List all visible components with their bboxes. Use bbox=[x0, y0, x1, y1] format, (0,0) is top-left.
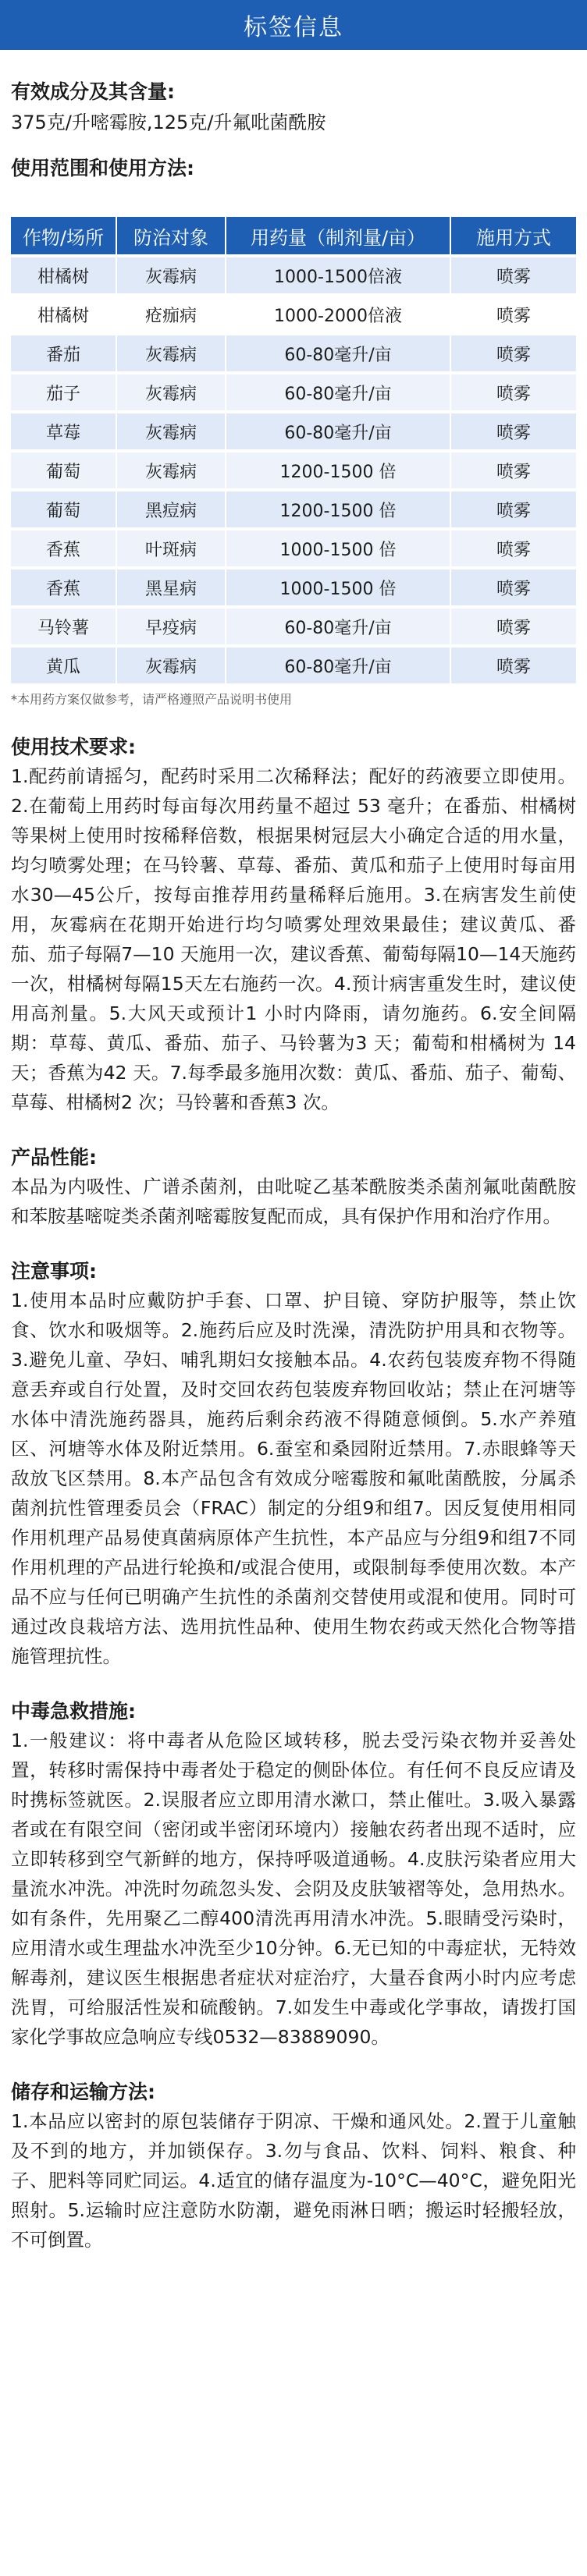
cell-crop: 柑橘树 bbox=[11, 296, 117, 332]
cell-dosage: 60-80毫升/亩 bbox=[226, 374, 451, 410]
cell-target: 黑痘病 bbox=[117, 491, 226, 527]
table-row bbox=[11, 452, 576, 488]
usage-table bbox=[11, 214, 576, 687]
cell-crop: 黄瓜 bbox=[11, 648, 117, 683]
cell-crop: 葡萄 bbox=[11, 452, 117, 488]
firstaid-title: 中毒急救措施: bbox=[11, 1700, 136, 1723]
table-row bbox=[11, 648, 576, 683]
ingredients-title: 有效成分及其含量: bbox=[11, 80, 175, 103]
cell-target: 灰霉病 bbox=[117, 648, 226, 683]
cell-dosage: 1000-1500倍液 bbox=[226, 257, 451, 293]
storage-text: 1.本品应以密封的原包装储存于阴凉、干燥和通风处。2.置于儿童触及不到的地方，并加锁保存。3.勿与食品、饮料、饲料、粮食、种子、肥料等同贮同运。4.适宜的储存温度为-10°C—40°C，避免阳光照射。5.运输时应注意防水防潮，避免雨淋日晒；搬运时轻搬轻放，不可倒置。 bbox=[11, 2110, 576, 2251]
precautions-title: 注意事项: bbox=[11, 1260, 97, 1283]
cell-dosage: 60-80毫升/亩 bbox=[226, 413, 451, 449]
table-row bbox=[11, 569, 576, 605]
cell-crop: 香蕉 bbox=[11, 530, 117, 566]
table-row bbox=[11, 374, 576, 410]
column-header-crop: 作物/场所 bbox=[11, 217, 117, 254]
table-row bbox=[11, 296, 576, 332]
column-header-dosage: 用药量（制剂量/亩） bbox=[226, 217, 451, 254]
cell-target: 疮痂病 bbox=[117, 296, 226, 332]
cell-crop: 香蕉 bbox=[11, 569, 117, 605]
usage-note: *本用药方案仅做参考，请严格遵照产品说明书使用 bbox=[11, 692, 293, 707]
cell-method: 喷雾 bbox=[451, 257, 576, 293]
technique-title: 使用技术要求: bbox=[11, 736, 136, 758]
cell-crop: 茄子 bbox=[11, 374, 117, 410]
precautions-text: 1.使用本品时应戴防护手套、口罩、护目镜、穿防护服等，禁止饮食、饮水和吸烟等。2.施药后应及时洗澡，清洗防护用具和衣物等。3.避免儿童、孕妇、哺乳期妇女接触本品。4.农药包装废弃物不得随意丢弃或自行处置，及时交回农药包装废弃物回收站；禁止在河塘等水体中清洗施药器具，施药后剩余药液不得随意倾倒。5.水产养殖区、河塘等水体及附近禁用。6.蚕室和桑园附近禁用。7.赤眼蜂等天敌放飞区禁用。8.本产品包含有效成分嘧霉胺和氟吡菌酰胺，分属杀菌剂抗性管理委员会（FRAC）制定的分组9和组7。因反复使用相同作用机理产品易使真菌病原体产生抗性，本产品应与分组9和组7不同作用机理的产品进行轮换和/或混合使用，或限制每季使用次数。本产品不应与任何已明确产生抗性的杀菌剂交替使用或混和使用。同时可通过改良栽培方法、选用抗性品种、使用生物农药或天然化合物等措施管理抗性。 bbox=[11, 1290, 576, 1667]
table-row bbox=[11, 413, 576, 449]
cell-target: 灰霉病 bbox=[117, 374, 226, 410]
cell-crop: 草莓 bbox=[11, 413, 117, 449]
cell-method: 喷雾 bbox=[451, 413, 576, 449]
cell-method: 喷雾 bbox=[451, 648, 576, 683]
cell-target: 早疫病 bbox=[117, 609, 226, 644]
cell-dosage: 1200-1500 倍 bbox=[226, 452, 451, 488]
usage-table-body bbox=[11, 257, 576, 683]
cell-crop: 柑橘树 bbox=[11, 257, 117, 293]
page-header bbox=[0, 0, 587, 50]
cell-dosage: 60-80毫升/亩 bbox=[226, 335, 451, 371]
column-header-method: 施用方式 bbox=[451, 217, 576, 254]
table-row bbox=[11, 257, 576, 293]
ingredients-text: 375克/升嘧霉胺,125克/升氟吡菌酰胺 bbox=[11, 112, 326, 133]
cell-method: 喷雾 bbox=[451, 335, 576, 371]
table-row bbox=[11, 491, 576, 527]
cell-method: 喷雾 bbox=[451, 374, 576, 410]
cell-dosage: 1200-1500 倍 bbox=[226, 491, 451, 527]
cell-dosage: 1000-1500 倍 bbox=[226, 569, 451, 605]
cell-crop: 番茄 bbox=[11, 335, 117, 371]
cell-method: 喷雾 bbox=[451, 452, 576, 488]
column-header-target: 防治对象 bbox=[117, 217, 226, 254]
storage-title: 储存和运输方法: bbox=[11, 2081, 155, 2103]
cell-method: 喷雾 bbox=[451, 609, 576, 644]
cell-target: 灰霉病 bbox=[117, 413, 226, 449]
usage-table-wrap bbox=[11, 214, 576, 708]
performance-text: 本品为内吸性、广谱杀菌剂，由吡啶乙基苯酰胺类杀菌剂氟吡菌酰胺和苯胺基嘧啶类杀菌剂嘧霉胺复配而成，具有保护作用和治疗作用。 bbox=[11, 1176, 576, 1227]
usage-title: 使用范围和使用方法: bbox=[11, 157, 194, 179]
cell-target: 灰霉病 bbox=[117, 335, 226, 371]
usage-table-header bbox=[11, 217, 576, 254]
content bbox=[0, 78, 587, 2255]
cell-target: 叶斑病 bbox=[117, 530, 226, 566]
cell-dosage: 1000-1500 倍 bbox=[226, 530, 451, 566]
table-row bbox=[11, 335, 576, 371]
cell-target: 黑星病 bbox=[117, 569, 226, 605]
performance-title: 产品性能: bbox=[11, 1146, 97, 1169]
cell-dosage: 60-80毫升/亩 bbox=[226, 648, 451, 683]
table-row bbox=[11, 530, 576, 566]
cell-method: 喷雾 bbox=[451, 530, 576, 566]
cell-method: 喷雾 bbox=[451, 569, 576, 605]
cell-dosage: 1000-2000倍液 bbox=[226, 296, 451, 332]
cell-crop: 葡萄 bbox=[11, 491, 117, 527]
cell-crop: 马铃薯 bbox=[11, 609, 117, 644]
table-row bbox=[11, 609, 576, 644]
cell-target: 灰霉病 bbox=[117, 257, 226, 293]
page-title: 标签信息 bbox=[244, 14, 343, 41]
firstaid-text: 1.一般建议：将中毒者从危险区域转移，脱去受污染衣物并妥善处置，转移时需保持中毒者处于稳定的侧卧体位。有任何不良反应请及时携标签就医。2.误服者应立即用清水漱口，禁止催吐。3.吸入暴露者或在有限空间（密闭或半密闭环境内）接触农药者出现不适时，应立即转移到空气新鲜的地方，保持呼吸道通畅。4.皮肤污染者应用大量流水冲洗。冲洗时勿疏忽头发、会阴及皮肤皱褶等处，急用热水。如有条件，先用聚乙二醇400清洗再用清水冲洗。5.眼睛受污染时，应用清水或生理盐水冲洗至少10分钟。6.无已知的中毒症状，无特效解毒剂，建议医生根据患者症状对症治疗，大量吞食两小时内应考虑洗胃，可给服活性炭和硫酸钠。7.如发生中毒或化学事故，请拨打国家化学事故应急响应专线0532—83889090。 bbox=[11, 1730, 576, 2048]
cell-method: 喷雾 bbox=[451, 491, 576, 527]
technique-text: 1.配药前请摇匀，配药时采用二次稀释法；配好的药液要立即使用。2.在葡萄上用药时每亩每次用药量不超过 53 毫升；在番茄、柑橘树等果树上使用时按稀释倍数，根据果树冠层大小确定合适的用水量，均匀喷雾处理；在马铃薯、草莓、番茄、黄瓜和茄子上使用时每亩用水30—45公斤，按每亩推荐用药量稀释后施用。3.在病害发生前使用，灰霉病在花期开始进行均匀喷雾处理效果最佳；建议黄瓜、番茄、茄子每隔7—10 天施用一次，建议香蕉、葡萄每隔10—14天施药一次，柑橘树每隔15天左右施药一次。4.预计病害重发生时，建议使用高剂量。5.大风天或预计1 小时内降雨，请勿施药。6.安全间隔期：草莓、黄瓜、番茄、茄子、马铃薯为3 天；葡萄和柑橘树为 14 天；香蕉为42 天。7.每季最多施用次数：黄瓜、番茄、茄子、葡萄、草莓、柑橘树2 次；马铃薯和香蕉3 次。 bbox=[11, 765, 576, 1113]
cell-dosage: 60-80毫升/亩 bbox=[226, 609, 451, 644]
cell-target: 灰霉病 bbox=[117, 452, 226, 488]
cell-method: 喷雾 bbox=[451, 296, 576, 332]
